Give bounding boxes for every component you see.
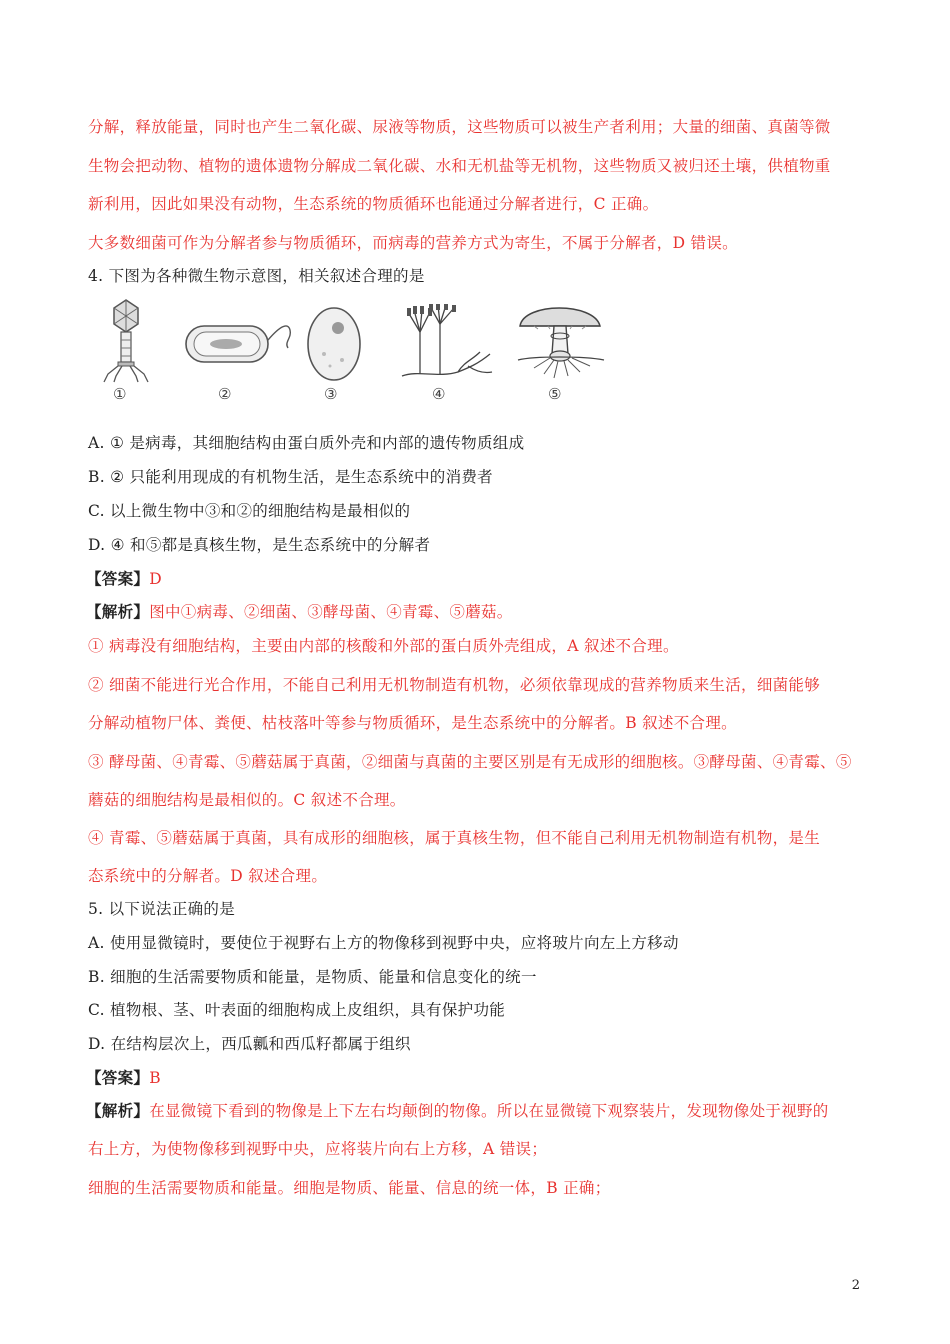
answer-tag: 【答案】	[86, 569, 150, 588]
q5-option-b: B. 细胞的生活需要物质和能量，是物质、能量和信息变化的统一	[88, 968, 537, 986]
q5-answer	[86, 1067, 866, 1089]
figure-label-3: ③	[324, 385, 338, 403]
q4-stem: 4. 下图为各种微生物示意图，相关叙述合理的是	[88, 267, 425, 285]
bacterium-figure	[184, 318, 294, 368]
q5-option-a: A. 使用显微镜时，要使位于视野右上方的物像移到视野中央，应将玻片向左上方移动	[88, 934, 679, 952]
analysis-intro-text: 图中①病毒、②细菌、③酵母菌、④青霉、⑤蘑菇。	[149, 603, 513, 621]
figure-label-4: ④	[432, 385, 446, 403]
q3-analysis-d: 大多数细菌可作为分解者参与物质循环，而病毒的营养方式为寄生，不属于分解者，D 错误。	[88, 234, 738, 252]
page-number: 2	[851, 1278, 860, 1293]
figure-label-1: ①	[113, 385, 127, 403]
microorganism-figure	[96, 296, 616, 408]
figure-label-2: ②	[218, 385, 232, 403]
q3-analysis-line-2: 生物会把动物、植物的遗体遗物分解成二氧化碳、水和无机盐等无机物，这些物质又被归还土壤，供植物重	[88, 157, 831, 175]
yeast-figure	[306, 304, 362, 382]
q4-option-a: A. ① 是病毒，其细胞结构由蛋白质外壳和内部的遗传物质组成	[88, 434, 525, 452]
q5-analysis-line-1: 右上方，为使物像移到视野中央，应将装片向右上方移，A 错误；	[88, 1140, 548, 1158]
q4-option-b: B. ② 只能利用现成的有机物生活，是生态系统中的消费者	[88, 468, 493, 486]
q5-analysis-first	[86, 1100, 866, 1122]
q5-option-c: C. 植物根、茎、叶表面的细胞构成上皮组织，具有保护功能	[88, 1001, 506, 1019]
penicillium-figure	[398, 304, 494, 384]
figure-label-5: ⑤	[548, 385, 562, 403]
q5-option-d: D. 在结构层次上，西瓜瓤和西瓜籽都属于组织	[88, 1035, 411, 1053]
q5-analysis-line-2: 细胞的生活需要物质和能量。细胞是物质、能量、信息的统一体，B 正确；	[88, 1179, 611, 1197]
analysis-tag: 【解析】	[86, 602, 150, 621]
q4-analysis-intro	[86, 601, 866, 623]
q3-analysis-line-1: 分解，释放能量，同时也产生二氧化碳、尿液等物质，这些物质可以被生产者利用；大量的细菌、真菌等微	[88, 118, 831, 136]
q4-analysis-line-d2: 态系统中的分解者。D 叙述合理。	[88, 867, 328, 885]
q4-analysis-line-c1: ③ 酵母菌、④青霉、⑤蘑菇属于真菌，②细菌与真菌的主要区别是有无成形的细胞核。③酵母菌、④青霉、⑤	[88, 753, 852, 771]
analysis-first-text: 在显微镜下看到的物像是上下左右均颠倒的物像。所以在显微镜下观察装片，发现物像处于视野的	[149, 1102, 829, 1120]
mushroom-figure	[514, 296, 606, 382]
q4-option-c: C. 以上微生物中③和②的细胞结构是最相似的	[88, 502, 411, 520]
answer-value: D	[149, 570, 162, 588]
analysis-tag: 【解析】	[86, 1101, 150, 1120]
virus-figure	[96, 296, 156, 384]
q4-analysis-line-b2: 分解动植物尸体、粪便、枯枝落叶等参与物质循环，是生态系统中的分解者。B 叙述不合理。	[88, 714, 737, 732]
q4-answer	[86, 568, 866, 590]
q5-stem: 5. 以下说法正确的是	[88, 900, 236, 918]
answer-tag: 【答案】	[86, 1068, 150, 1087]
q3-analysis-line-3: 新利用，因此如果没有动物，生态系统的物质循环也能通过分解者进行，C 正确。	[88, 195, 659, 213]
q4-analysis-line-b1: ② 细菌不能进行光合作用，不能自己利用无机物制造有机物，必须依靠现成的营养物质来生活，细菌能够	[88, 676, 821, 694]
q4-analysis-line-a: ① 病毒没有细胞结构，主要由内部的核酸和外部的蛋白质外壳组成，A 叙述不合理。	[88, 637, 679, 655]
q4-analysis-line-d1: ④ 青霉、⑤蘑菇属于真菌，具有成形的细胞核，属于真核生物，但不能自己利用无机物制造有机物，是生	[88, 829, 821, 847]
q4-option-d: D. ④ 和⑤都是真核生物，是生态系统中的分解者	[88, 536, 431, 554]
answer-value: B	[149, 1069, 161, 1087]
q4-analysis-line-c2: 蘑菇的细胞结构是最相似的。C 叙述不合理。	[88, 791, 406, 809]
